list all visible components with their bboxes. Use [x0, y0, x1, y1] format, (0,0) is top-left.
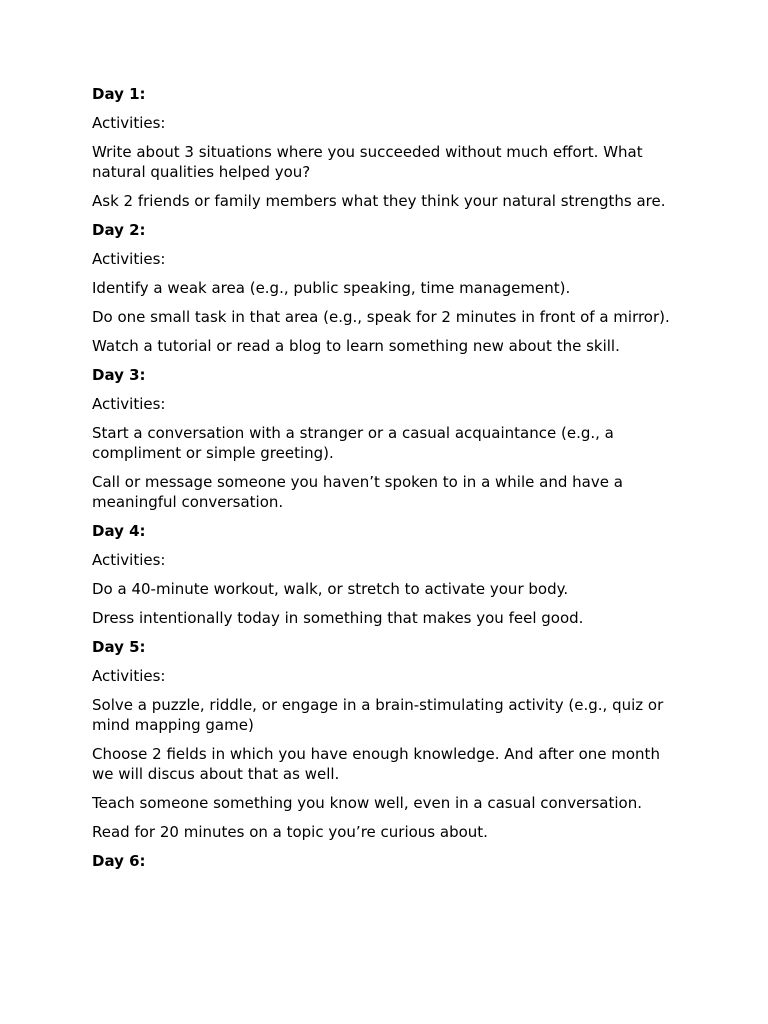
day-1-activity-2: Ask 2 friends or family members what they think your natural strengths are. — [92, 192, 666, 210]
day-5-activities-label: Activities: — [92, 667, 166, 685]
day-4-activity-1: Do a 40-minute workout, walk, or stretch to activate your body. — [92, 580, 569, 598]
day-4-activities-label: Activities: — [92, 551, 166, 569]
day-1-activity-1: Write about 3 situations where you succeeded without much effort. What natural qualities helped you? — [92, 143, 643, 181]
document-page — [92, 84, 676, 880]
day-5-activity-3: Teach someone something you know well, even in a casual conversation. — [92, 794, 642, 812]
day-2-heading: Day 2: — [92, 221, 146, 239]
day-5-activity-1: Solve a puzzle, riddle, or engage in a brain-stimulating activity (e.g., quiz or mind mapping game) — [92, 696, 664, 734]
day-3-heading: Day 3: — [92, 366, 146, 384]
day-5-heading: Day 5: — [92, 638, 146, 656]
day-2-activity-2: Do one small task in that area (e.g., speak for 2 minutes in front of a mirror). — [92, 308, 670, 326]
day-3-activity-1: Start a conversation with a stranger or a casual acquaintance (e.g., a compliment or simple greeting). — [92, 424, 614, 462]
day-2-activity-1: Identify a weak area (e.g., public speaking, time management). — [92, 279, 571, 297]
day-5-activity-4: Read for 20 minutes on a topic you’re curious about. — [92, 823, 488, 841]
day-3-activities-label: Activities: — [92, 395, 166, 413]
day-1-activities-label: Activities: — [92, 114, 166, 132]
day-1-heading: Day 1: — [92, 85, 146, 103]
day-6-heading: Day 6: — [92, 852, 146, 870]
day-2-activities-label: Activities: — [92, 250, 166, 268]
day-4-heading: Day 4: — [92, 522, 146, 540]
day-2-activity-3: Watch a tutorial or read a blog to learn something new about the skill. — [92, 337, 620, 355]
day-3-activity-2: Call or message someone you haven’t spoken to in a while and have a meaningful conversation. — [92, 473, 623, 511]
day-4-activity-2: Dress intentionally today in something that makes you feel good. — [92, 609, 584, 627]
day-5-activity-2: Choose 2 fields in which you have enough knowledge. And after one month we will discus about that as well. — [92, 745, 660, 783]
